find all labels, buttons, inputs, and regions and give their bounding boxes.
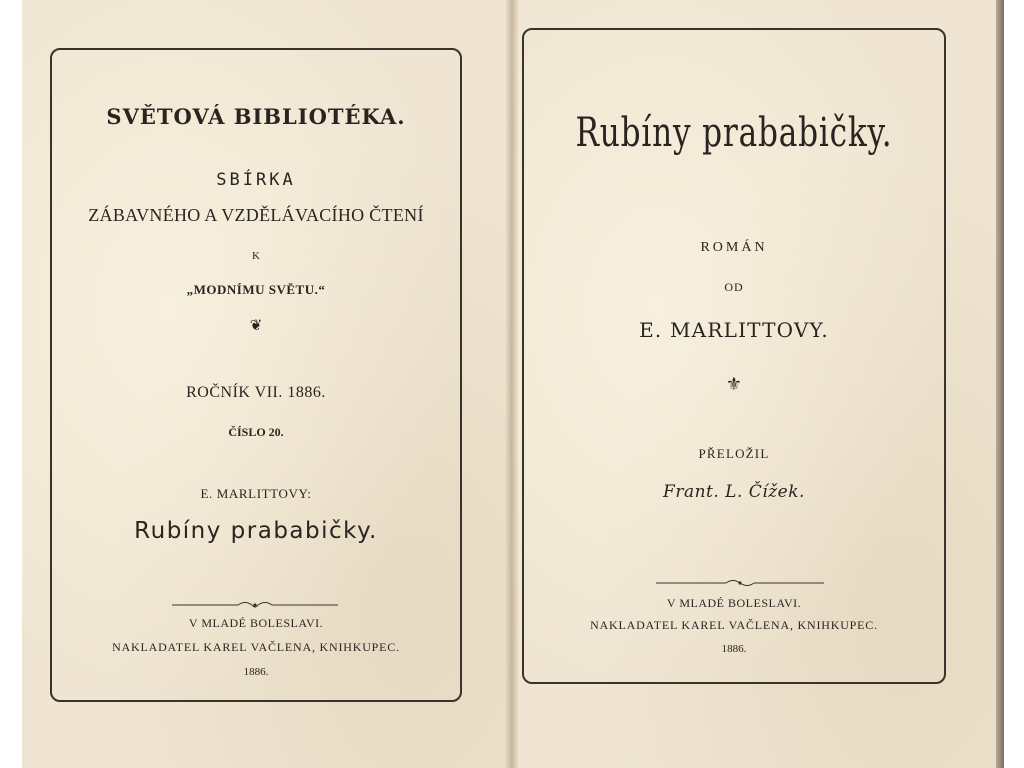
publication-place: V MLADÉ BOLESLAVI. bbox=[188, 616, 324, 630]
author-name: E. MARLITTOVY. bbox=[639, 318, 829, 342]
publisher-line: NAKLADATEL KAREL VAČLENA, KNIHKUPEC. bbox=[112, 640, 400, 654]
collection-heading: SBÍRKA bbox=[216, 170, 296, 190]
publication-year: 1886. bbox=[243, 666, 269, 678]
main-title: Rubíny prababičky. bbox=[575, 110, 893, 156]
publication-place: V MLADÉ BOLESLAVI. bbox=[666, 596, 802, 610]
decorative-rule bbox=[172, 600, 338, 610]
publisher-line: NAKLADATEL KAREL VAČLENA, KNIHKUPEC. bbox=[590, 618, 878, 632]
title-page-content bbox=[522, 0, 946, 768]
publication-year: 1886. bbox=[721, 643, 747, 655]
fleur-de-lis-icon: ⚜ bbox=[725, 374, 743, 395]
volume-line: ROČNÍK VII. 1886. bbox=[186, 384, 326, 401]
issue-number: ČÍSLO 20. bbox=[228, 425, 284, 439]
translator-name: Frant. L. Čížek. bbox=[663, 482, 805, 502]
ornament-icon: ❦ bbox=[249, 316, 263, 334]
decorative-rule bbox=[656, 578, 824, 588]
half-title-content bbox=[50, 0, 462, 768]
genre-label: ROMÁN bbox=[700, 240, 768, 255]
book-title: Rubíny prababičky. bbox=[134, 518, 378, 544]
supplement-name: „MODNÍMU SVĚTU.“ bbox=[186, 282, 326, 297]
collection-subtitle: ZÁBAVNÉHO A VZDĚLÁVACÍHO ČTENÍ bbox=[88, 205, 424, 225]
preposition-text: K bbox=[252, 250, 260, 262]
book-edge bbox=[996, 0, 1004, 768]
author-name: E. MARLITTOVY: bbox=[200, 486, 312, 501]
by-label: OD bbox=[724, 280, 744, 294]
book-gutter bbox=[505, 0, 519, 768]
translated-by-label: PŘELOŽIL bbox=[698, 446, 770, 461]
series-title: SVĚTOVÁ BIBLIOTÉKA. bbox=[106, 104, 406, 129]
